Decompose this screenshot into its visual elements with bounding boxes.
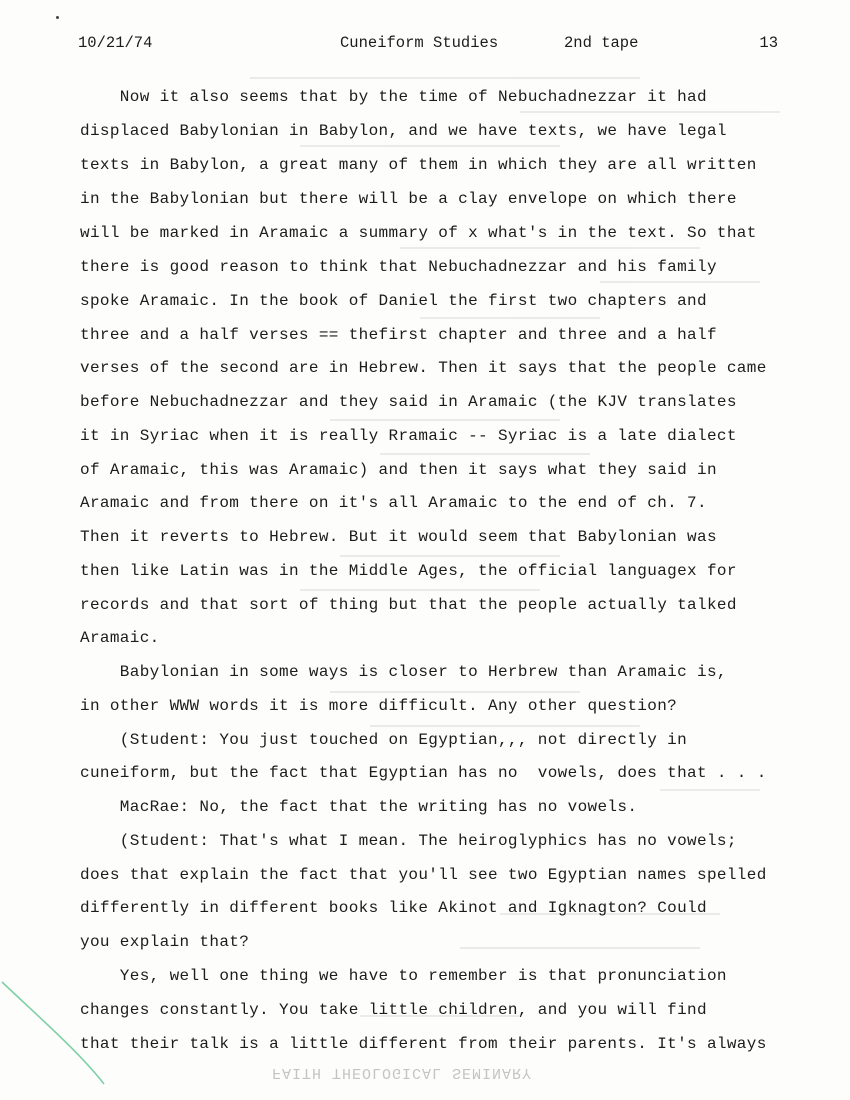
text-line: does that explain the fact that you'll see two Egyptian names spelled xyxy=(80,866,767,884)
text-line: Babylonian in some ways is closer to Herbrew than Aramaic is, xyxy=(80,663,727,681)
text-line: of Aramaic, this was Aramaic) and then it says what they said in xyxy=(80,461,717,479)
text-line: cuneiform, but the fact that Egyptian has no vowels, does that . . . xyxy=(80,764,767,782)
text-line: will be marked in Aramaic a summary of x what's in the text. So that xyxy=(80,224,757,242)
text-line: there is good reason to think that Nebuchadnezzar and his family xyxy=(80,258,717,276)
text-line: before Nebuchadnezzar and they said in Aramaic (the KJV translates xyxy=(80,393,737,411)
text-line: that their talk is a little different from their parents. It's always xyxy=(80,1035,767,1053)
text-line: Yes, well one thing we have to remember is that pronunciation xyxy=(80,967,727,985)
text-line: you explain that? xyxy=(80,933,250,951)
text-line: spoke Aramaic. In the book of Daniel the first two chapters and xyxy=(80,292,707,310)
text-line: Aramaic. xyxy=(80,629,160,647)
text-line: Then it reverts to Hebrew. But it would seem that Babylonian was xyxy=(80,528,717,546)
text-line: (Student: That's what I mean. The heiroglyphics has no vowels; xyxy=(80,832,737,850)
text-line: in the Babylonian but there will be a clay envelope on which there xyxy=(80,190,737,208)
green-pen-stroke xyxy=(0,978,150,1088)
text-line: Now it also seems that by the time of Nebuchadnezzar it had xyxy=(80,88,707,106)
header-title: Cuneiform Studies xyxy=(340,34,499,52)
header-page-number: 13 xyxy=(759,34,778,52)
text-line: Aramaic and from there on it's all Aramaic to the end of ch. 7. xyxy=(80,494,707,512)
text-line: then like Latin was in the Middle Ages, the official languagex for xyxy=(80,562,737,580)
text-line: texts in Babylon, a great many of them in which they are all written xyxy=(80,156,757,174)
text-line: three and a half verses == thefirst chapter and three and a half xyxy=(80,326,717,344)
text-line: (Student: You just touched on Egyptian,,, not directly in xyxy=(80,731,688,749)
header-tape: 2nd tape xyxy=(564,34,639,52)
text-line: MacRae: No, the fact that the writing has no vowels. xyxy=(80,798,638,816)
text-line: verses of the second are in Hebrew. Then it says that the people came xyxy=(80,359,767,377)
text-line: changes constantly. You take little children, and you will find xyxy=(80,1001,707,1019)
stray-ink-dot xyxy=(56,16,59,19)
text-line: it in Syriac when it is really Rramaic -- Syriac is a late dialect xyxy=(80,427,737,445)
text-line: differently in different books like Akinot and Igknagton? Could xyxy=(80,899,707,917)
page-header xyxy=(78,34,778,56)
text-line: records and that sort of thing but that the people actually talked xyxy=(80,596,737,614)
text-line: displaced Babylonian in Babylon, and we have texts, we have legal xyxy=(80,122,727,140)
footer-bleed-text: FAITH THEOLOGICAL SEMINARY xyxy=(272,1064,533,1081)
header-date: 10/21/74 xyxy=(78,34,153,52)
text-line: in other WWW words it is more difficult. Any other question? xyxy=(80,697,678,715)
